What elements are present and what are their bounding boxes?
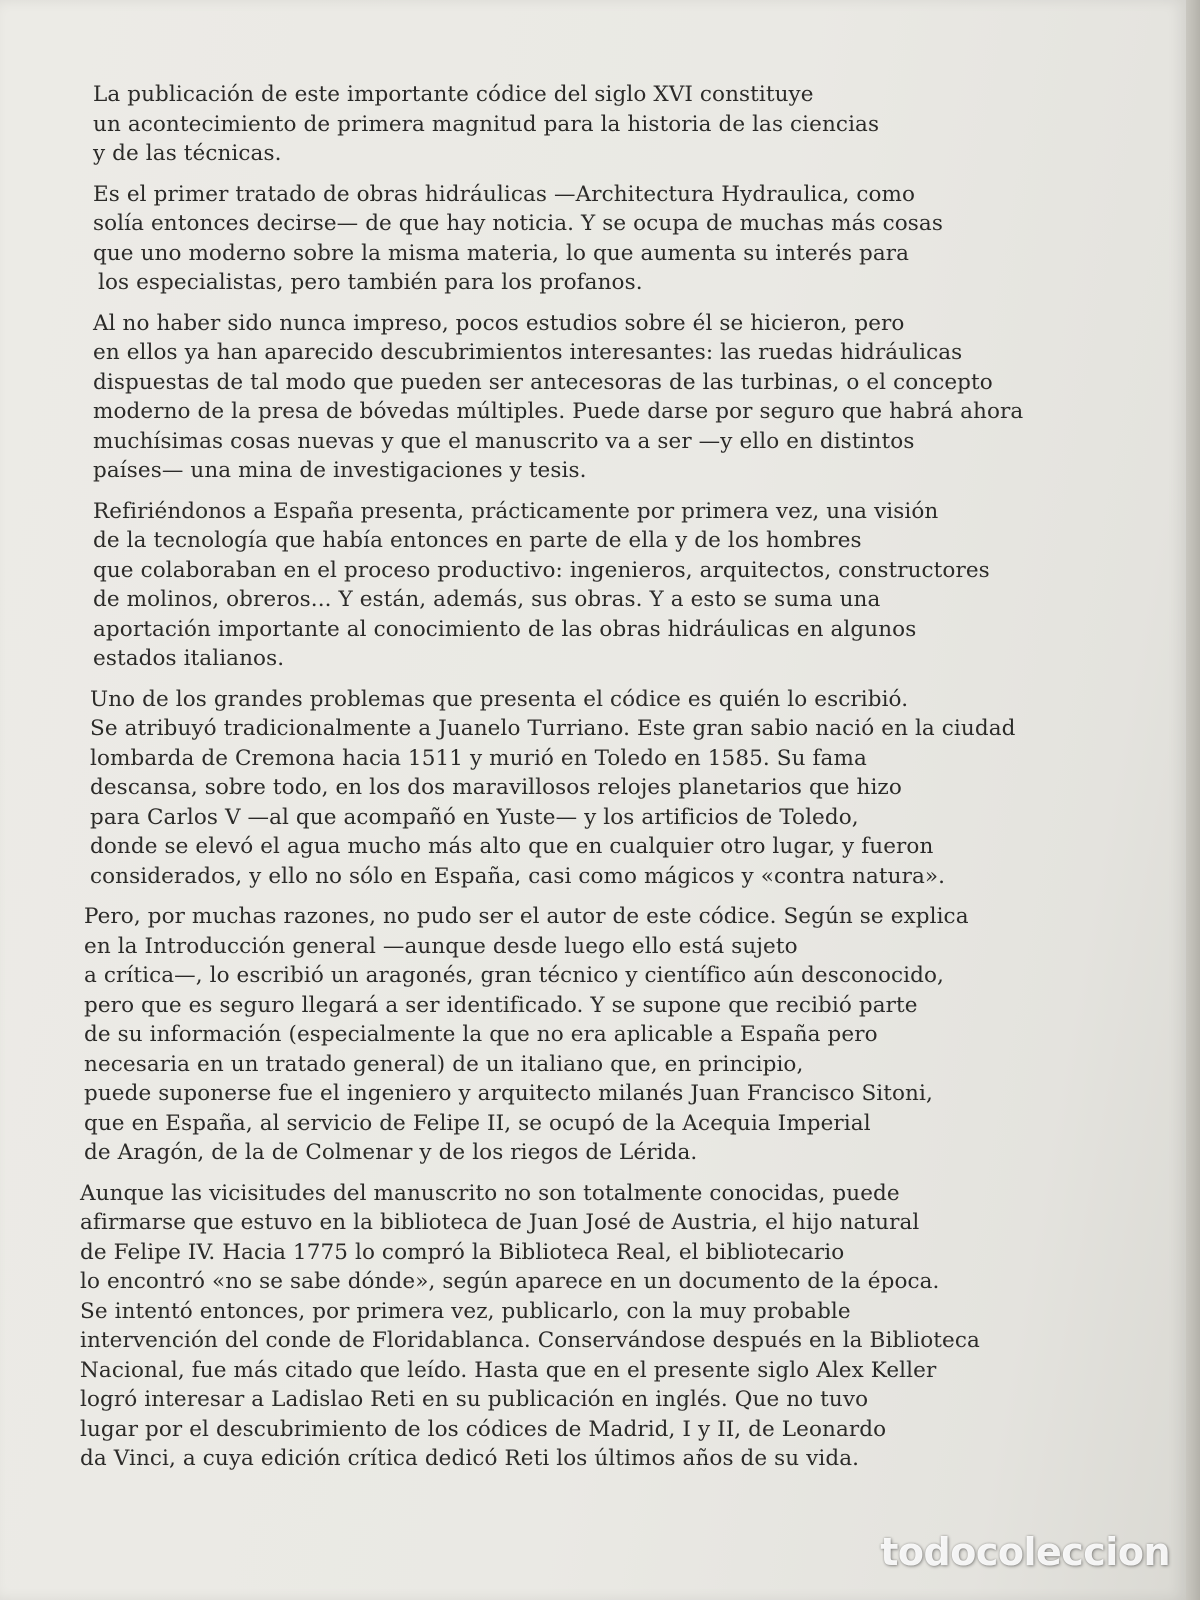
text-line: Se intentó entonces, por primera vez, publicarlo, con la muy probable — [80, 1298, 851, 1324]
text-line: que uno moderno sobre la misma materia, lo que aumenta su interés para — [93, 240, 910, 266]
text-line: que colaboraban en el proceso productivo: ingenieros, arquitectos, constructores — [93, 557, 990, 583]
paragraph-6 — [76, 902, 1076, 1168]
text-line: aportación importante al conocimiento de las obras hidráulicas en algunos — [93, 616, 917, 642]
text-line: afirmarse que estuvo en la biblioteca de Juan José de Austria, el hijo natural — [80, 1210, 920, 1235]
paragraph-4 — [76, 497, 1076, 674]
text-line: solía entonces decirse— de que hay noticia. Y se ocupa de muchas más cosas — [93, 211, 943, 236]
text-line: de molinos, obreros... Y están, además, sus obras. Y a esto se suma una — [93, 587, 881, 612]
paragraph-2 — [76, 180, 1076, 298]
text-line: Es el primer tratado de obras hidráulicas —Architectura Hydraulica, como — [93, 181, 916, 207]
text-line: en ellos ya han aparecido descubrimientos interesantes: las ruedas hidráulicas — [93, 340, 963, 365]
text-line: de Aragón, de la de Colmenar y de los riegos de Lérida. — [84, 1140, 698, 1165]
text-line: de su información (especialmente la que no era aplicable a España pero — [84, 1022, 878, 1047]
text-line: Aunque las vicisitudes del manuscrito no son totalmente conocidas, puede — [80, 1180, 900, 1206]
text-line: lombarda de Cremona hacia 1511 y murió en Toledo en 1585. Su fama — [90, 745, 867, 771]
text-line: los especialistas, pero también para los profanos. — [98, 270, 643, 295]
text-line: Refiriéndonos a España presenta, prácticamente por primera vez, una visión — [93, 498, 939, 524]
text-line: lugar por el descubrimiento de los códices de Madrid, I y II, de Leonardo — [80, 1416, 887, 1442]
text-line: da Vinci, a cuya edición crítica dedicó Reti los últimos años de su vida. — [80, 1446, 860, 1471]
text-line: países— una mina de investigaciones y tesis. — [93, 458, 587, 483]
text-line: descansa, sobre todo, en los dos maravillosos relojes planetarios que hizo — [90, 775, 902, 800]
paragraph-5 — [76, 685, 1076, 892]
text-line: y de las técnicas. — [93, 141, 282, 166]
text-line: en la Introducción general —aunque desde luego ello está sujeto — [84, 933, 798, 959]
text-line: lo encontró «no se sabe dónde», según aparece en un documento de la época. — [80, 1269, 940, 1294]
text-line: logró interesar a Ladislao Reti en su publicación en inglés. Que no tuvo — [80, 1387, 869, 1412]
text-line: de la tecnología que había entonces en parte de ella y de los hombres — [93, 528, 862, 553]
page-edge — [1186, 0, 1200, 1600]
text-line: Nacional, fue más citado que leído. Hasta que en el presente siglo Alex Keller — [80, 1357, 937, 1383]
body-text — [76, 80, 1076, 1485]
text-line: moderno de la presa de bóvedas múltiples. Puede darse por seguro que habrá ahora — [93, 399, 1024, 424]
text-line: a crítica—, lo escribió un aragonés, gran técnico y científico aún desconocido, — [84, 963, 944, 988]
text-line: donde se elevó el agua mucho más alto que en cualquier otro lugar, y fueron — [90, 834, 934, 859]
paragraph-7 — [76, 1179, 1076, 1474]
text-line: necesaria en un tratado general) de un italiano que, en principio, — [84, 1051, 804, 1077]
text-line: La publicación de este importante códice del siglo XVI constituye — [93, 82, 814, 107]
text-line: un acontecimiento de primera magnitud para la historia de las ciencias — [93, 111, 880, 137]
text-line: dispuestas de tal modo que pueden ser antecesoras de las turbinas, o el concepto — [93, 369, 993, 395]
paragraph-3 — [76, 309, 1076, 486]
text-line: Al no haber sido nunca impreso, pocos estudios sobre él se hicieron, pero — [93, 310, 905, 336]
text-line: considerados, y ello no sólo en España, casi como mágicos y «contra natura». — [90, 863, 946, 889]
text-line: Uno de los grandes problemas que presenta el códice es quién lo escribió. — [90, 686, 909, 712]
text-line: intervención del conde de Floridablanca. Conservándose después en la Biblioteca — [80, 1328, 980, 1353]
text-line: pero que es seguro llegará a ser identificado. Y se supone que recibió parte — [84, 992, 918, 1018]
text-line: que en España, al servicio de Felipe II, se ocupó de la Acequia Imperial — [84, 1110, 871, 1136]
text-line: puede suponerse fue el ingeniero y arquitecto milanés Juan Francisco Sitoni, — [84, 1081, 933, 1106]
watermark-logo: todocoleccion — [880, 1530, 1170, 1574]
text-line: Pero, por muchas razones, no pudo ser el autor de este códice. Según se explica — [84, 904, 969, 929]
text-line: Se atribuyó tradicionalmente a Juanelo Turriano. Este gran sabio nació en la ciudad — [90, 716, 1016, 741]
text-line: para Carlos V —al que acompañó en Yuste— y los artificios de Toledo, — [90, 804, 859, 830]
paragraph-1 — [76, 80, 1076, 169]
text-line: estados italianos. — [93, 646, 285, 671]
text-line: muchísimas cosas nuevas y que el manuscrito va a ser —y ello en distintos — [93, 428, 915, 454]
text-line: de Felipe IV. Hacia 1775 lo compró la Biblioteca Real, el bibliotecario — [80, 1239, 845, 1265]
